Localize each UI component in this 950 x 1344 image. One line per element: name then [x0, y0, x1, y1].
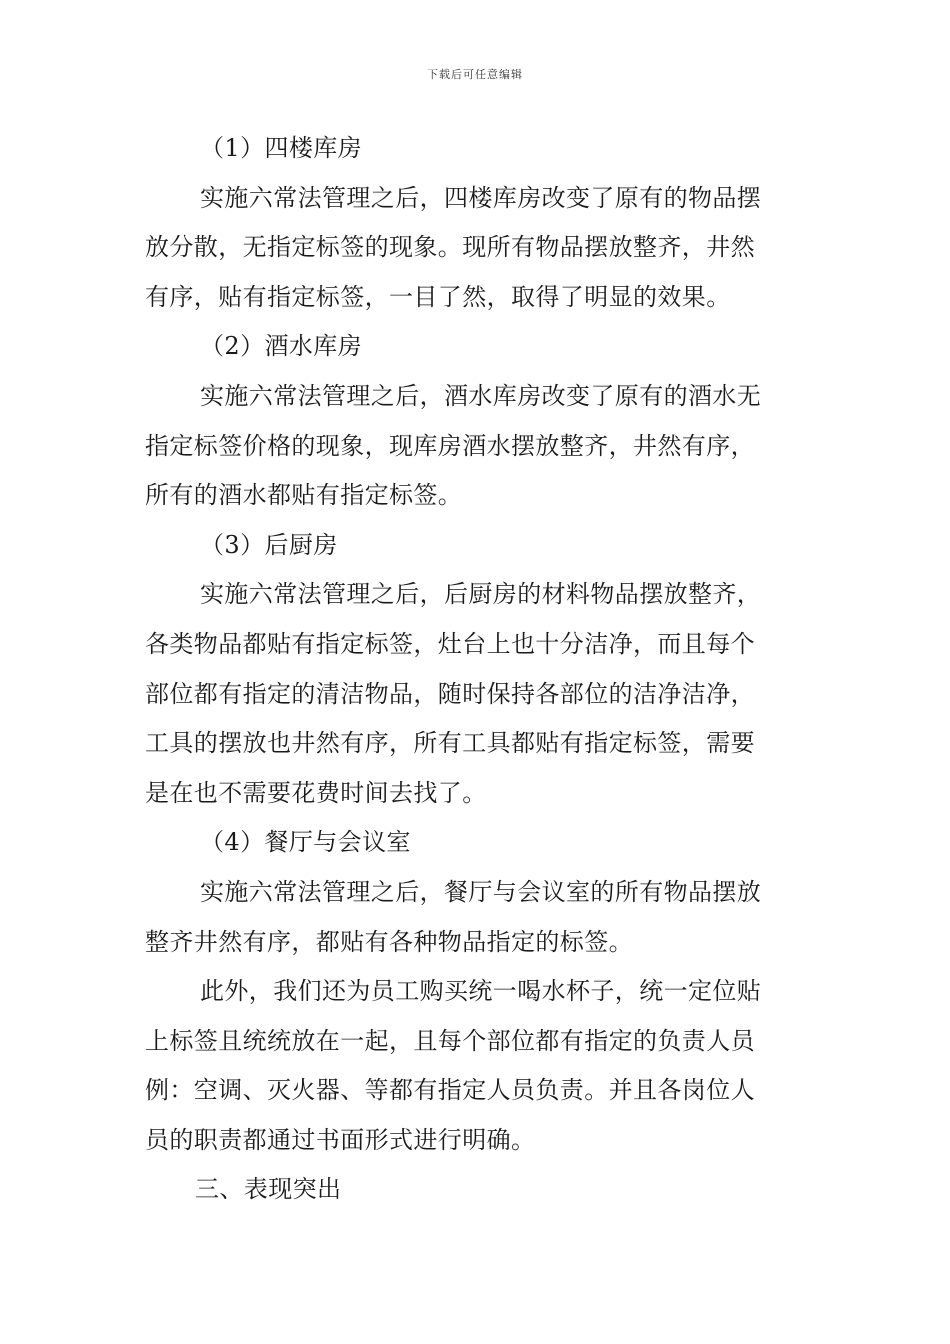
- paragraph-line: 工具的摆放也井然有序，所有工具都贴有指定标签，需要: [145, 729, 755, 758]
- subsection-heading: （4）餐厅与会议室: [200, 828, 411, 857]
- subsection-heading: （1）四楼库房: [200, 134, 363, 162]
- paragraph-line: 所有的酒水都贴有指定标签。: [145, 481, 463, 510]
- paragraph-first-line: 实施六常法管理之后，酒水库房改变了原有的酒水无: [200, 381, 762, 410]
- paragraph-line: 是在也不需要花费时间去找了。: [145, 778, 487, 807]
- paragraph-first-line: 实施六常法管理之后，餐厅与会议室的所有物品摆放: [200, 877, 762, 906]
- document-body: [145, 124, 810, 1215]
- header-note: 下载后可任意编辑: [427, 68, 523, 81]
- paragraph-line: 上标签且统统放在一起，且每个部位都有指定的负责人员: [145, 1026, 755, 1055]
- paragraph-line: 有序，贴有指定标签，一目了然，取得了明显的效果。: [145, 282, 731, 311]
- paragraph-line: 放分散，无指定标签的现象。现所有物品摆放整齐，井然: [145, 233, 755, 262]
- paragraph-line: 部位都有指定的清洁物品，随时保持各部位的洁净洁净，: [145, 679, 755, 708]
- paragraph-first-line: 实施六常法管理之后，后厨房的材料物品摆放整齐，: [200, 580, 762, 609]
- paragraph-first-line: 此外，我们还为员工购买统一喝水杯子，统一定位贴: [200, 977, 762, 1006]
- subsection-heading: （3）后厨房: [200, 530, 338, 559]
- paragraph-first-line: 实施六常法管理之后，四楼库房改变了原有的物品摆: [200, 183, 762, 212]
- subsection-heading: （2）酒水库房: [200, 332, 363, 361]
- paragraph-line: 例：空调、灭火器、等都有指定人员负责。并且各岗位人: [145, 1076, 755, 1105]
- paragraph-line: 指定标签价格的现象，现库房酒水摆放整齐，井然有序，: [145, 431, 755, 460]
- section-title: 三、表现突出: [195, 1175, 342, 1204]
- paragraph-line: 各类物品都贴有指定标签，灶台上也十分洁净，而且每个: [145, 629, 755, 658]
- paragraph-line: 员的职责都通过书面形式进行明确。: [145, 1125, 536, 1154]
- paragraph-line: 整齐井然有序，都贴有各种物品指定的标签。: [145, 927, 633, 956]
